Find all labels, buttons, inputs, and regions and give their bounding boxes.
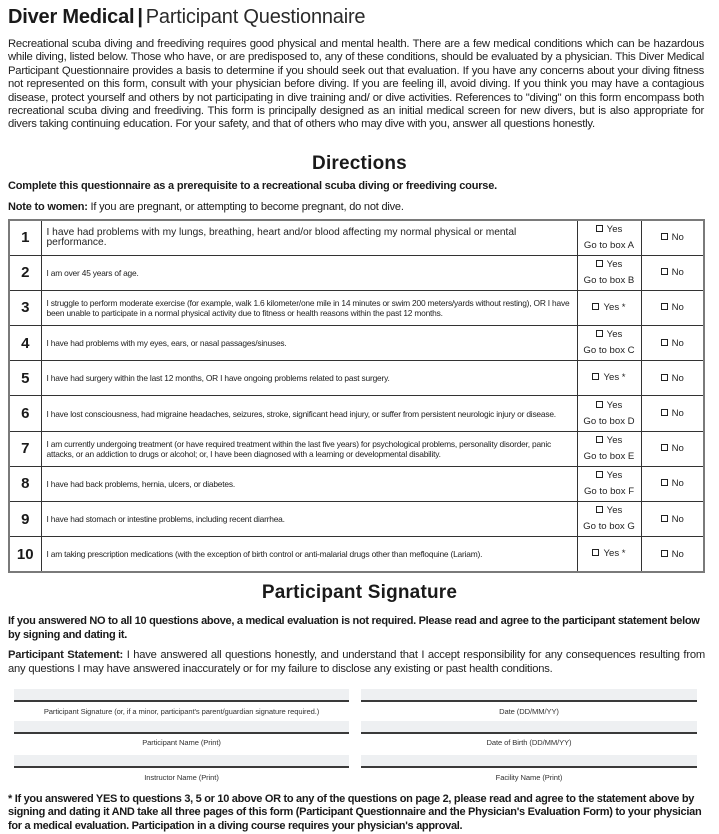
no-checkbox[interactable] — [661, 550, 668, 557]
yes-option[interactable] — [577, 396, 641, 431]
no-label: No — [671, 372, 684, 384]
no-checkbox[interactable] — [661, 303, 668, 310]
yes-option[interactable] — [577, 537, 641, 572]
questionnaire-table — [8, 219, 705, 573]
yes-checkbox[interactable] — [596, 506, 603, 513]
yes-option[interactable] — [577, 502, 641, 537]
signature-lead: If you answered NO to all 10 questions above, a medical evaluation is not required. Please read and agree to the participant statement below by signing and dating it. — [8, 615, 700, 641]
yes-label: Yes — [606, 399, 623, 411]
no-label: No — [671, 478, 684, 490]
facility-name-label: Facility Name (Print) — [495, 773, 563, 782]
page-title — [8, 5, 365, 29]
yes-checkbox[interactable] — [596, 471, 603, 478]
participant-name-label: Participant Name (Print) — [142, 738, 221, 747]
no-option[interactable] — [641, 255, 704, 290]
intro-paragraph: Recreational scuba diving and freediving requires good physical and mental health. There are a few medical conditions which can be hazardous while diving, listed below. Those who have, or are predisposed to, any of these conditions, should be evaluated by a physician. This Diver Medical Participant Questionnaire provides a basis to determine if you should seek out that evaluation. If you have any concerns about your diving fitness not represented on this form, consult with your physician before diving. If you are feeling ill, avoid diving. If you think you may have a contagious disease, protect yourself and others by not participating in dive training and/ or dive activities. References to "diving" on this form encompass both recreational scuba diving and freediving. This form is principally designed as an initial medical screen for new divers, but is also appropriate for divers taking continuing education. For your safety, and that of others who may dive with you, answer all questions honestly. — [8, 38, 704, 131]
question-number: 10 — [9, 537, 41, 572]
participant-statement — [8, 649, 705, 676]
no-option[interactable] — [641, 361, 704, 396]
no-option[interactable] — [641, 326, 704, 361]
date-of-birth-field[interactable] — [361, 721, 697, 734]
statement-label: Participant Statement: — [8, 649, 124, 661]
no-label: No — [671, 267, 684, 279]
question-row — [9, 220, 704, 255]
yes-label: Yes — [606, 258, 623, 270]
no-checkbox[interactable] — [661, 515, 668, 522]
title-separator: | — [137, 6, 143, 28]
question-number: 9 — [9, 502, 41, 537]
question-text: I am currently undergoing treatment (or have required treatment within the last five years) for psychological problems, personality disorder, panic attacks, or an addiction to drugs or alcohol; or, I have been diagnosed with a learning or developmental disability. — [41, 431, 577, 466]
no-option[interactable] — [641, 537, 704, 572]
yes-checkbox[interactable] — [596, 225, 603, 232]
question-row — [9, 431, 704, 466]
go-to-box-note: Go to box F — [583, 485, 635, 497]
date-field[interactable] — [361, 689, 697, 702]
yes-checkbox[interactable] — [592, 373, 599, 380]
note-text: If you are pregnant, or attempting to become pregnant, do not dive. — [87, 201, 404, 213]
question-text: I struggle to perform moderate exercise (for example, walk 1.6 kilometer/one mile in 14 minutes or swim 200 meters/yards without resting), OR I have been unable to participate in a normal physical activity due to fitness or health reasons within the past 12 months. — [41, 290, 577, 325]
question-number: 4 — [9, 326, 41, 361]
question-text: I have had stomach or intestine problems, including recent diarrhea. — [41, 502, 577, 537]
yes-checkbox[interactable] — [592, 303, 599, 310]
question-text: I have had back problems, hernia, ulcers, or diabetes. — [41, 466, 577, 501]
question-row — [9, 290, 704, 325]
go-to-box-note: Go to box G — [583, 521, 635, 533]
no-label: No — [671, 408, 684, 420]
yes-option[interactable] — [577, 220, 641, 255]
question-text: I am over 45 years of age. — [41, 255, 577, 290]
yes-label: Yes * — [603, 301, 626, 313]
participant-signature-label: Participant Signature (or, if a minor, participant's parent/guardian signature required.) — [43, 707, 320, 716]
yes-label: Yes * — [603, 548, 626, 560]
no-checkbox[interactable] — [661, 233, 668, 240]
instructor-name-field[interactable] — [14, 755, 349, 768]
question-text: I have had problems with my lungs, breathing, heart and/or blood affecting my normal physical or mental performance. — [41, 220, 577, 255]
note-to-women — [8, 201, 708, 214]
question-row — [9, 255, 704, 290]
no-checkbox[interactable] — [661, 409, 668, 416]
no-label: No — [671, 548, 684, 560]
no-option[interactable] — [641, 466, 704, 501]
yes-label: Yes — [606, 505, 623, 517]
no-label: No — [671, 302, 684, 314]
title-bold: Diver Medical — [8, 6, 135, 28]
question-row — [9, 326, 704, 361]
instructor-name-label: Instructor Name (Print) — [144, 773, 219, 782]
go-to-box-note: Go to box B — [583, 274, 635, 286]
yes-checkbox[interactable] — [596, 401, 603, 408]
footnote: * If you answered YES to questions 3, 5 or 10 above OR to any of the questions on page 2, please read and agree to the statement above by signing and dating it AND take all three pages of this form (Participant Questionnaire and the Physician's Evaluation Form) to your physician for a medical evaluation. Participation in a diving course requires your physician's approval. — [8, 793, 702, 832]
yes-checkbox[interactable] — [596, 260, 603, 267]
yes-option[interactable] — [577, 326, 641, 361]
question-number: 2 — [9, 255, 41, 290]
directions-heading: Directions — [312, 153, 407, 174]
yes-checkbox[interactable] — [596, 436, 603, 443]
no-label: No — [671, 443, 684, 455]
question-number: 8 — [9, 466, 41, 501]
no-option[interactable] — [641, 220, 704, 255]
yes-option[interactable] — [577, 431, 641, 466]
yes-option[interactable] — [577, 361, 641, 396]
note-label: Note to women: — [8, 201, 88, 213]
question-row — [9, 537, 704, 572]
go-to-box-note: Go to box C — [583, 345, 635, 357]
yes-option[interactable] — [577, 255, 641, 290]
statement-text: I have answered all questions honestly, and understand that I accept responsibility for any consequences resulting from any questions I may have answered inaccurately or for my failure to disclose any existing or past health conditions. — [8, 649, 705, 675]
question-number: 7 — [9, 431, 41, 466]
no-checkbox[interactable] — [661, 268, 668, 275]
no-checkbox[interactable] — [661, 374, 668, 381]
question-row — [9, 396, 704, 431]
no-checkbox[interactable] — [661, 479, 668, 486]
no-option[interactable] — [641, 290, 704, 325]
question-text: I am taking prescription medications (with the exception of birth control or anti-malarial drugs other than mefloquine (Lariam). — [41, 537, 577, 572]
directions-instruction: Complete this questionnaire as a prerequisite to a recreational scuba diving or freediving course. — [8, 180, 497, 192]
facility-name-field[interactable] — [361, 755, 697, 768]
signature-heading: Participant Signature — [261, 582, 458, 603]
question-text: I have had problems with my eyes, ears, or nasal passages/sinuses. — [41, 326, 577, 361]
no-checkbox[interactable] — [661, 444, 668, 451]
yes-checkbox[interactable] — [596, 330, 603, 337]
yes-option[interactable] — [577, 290, 641, 325]
date-of-birth-label: Date of Birth (DD/MM/YY) — [486, 738, 572, 747]
go-to-box-note: Go to box D — [583, 415, 635, 427]
no-option[interactable] — [641, 396, 704, 431]
yes-label: Yes — [606, 223, 623, 235]
no-option[interactable] — [641, 431, 704, 466]
question-number: 1 — [9, 220, 41, 255]
yes-label: Yes — [606, 469, 623, 481]
question-row — [9, 466, 704, 501]
participant-name-field[interactable] — [14, 721, 349, 734]
question-row — [9, 361, 704, 396]
date-label: Date (DD/MM/YY) — [499, 707, 559, 716]
question-text: I have had surgery within the last 12 months, OR I have ongoing problems related to past surgery. — [41, 361, 577, 396]
go-to-box-note: Go to box E — [583, 450, 635, 462]
question-number: 5 — [9, 361, 41, 396]
no-checkbox[interactable] — [661, 339, 668, 346]
go-to-box-note: Go to box A — [583, 239, 635, 251]
yes-label: Yes — [606, 434, 623, 446]
no-label: No — [671, 513, 684, 525]
question-text: I have lost consciousness, had migraine headaches, seizures, stroke, significant head injury, or suffer from persistent neurologic injury or disease. — [41, 396, 577, 431]
yes-checkbox[interactable] — [592, 549, 599, 556]
question-row — [9, 502, 704, 537]
no-label: No — [671, 337, 684, 349]
yes-label: Yes — [606, 329, 623, 341]
question-number: 6 — [9, 396, 41, 431]
no-label: No — [671, 232, 684, 244]
no-option[interactable] — [641, 502, 704, 537]
yes-option[interactable] — [577, 466, 641, 501]
yes-label: Yes * — [603, 372, 626, 384]
question-number: 3 — [9, 290, 41, 325]
participant-signature-field[interactable] — [14, 689, 349, 702]
title-subtitle: Participant Questionnaire — [145, 6, 366, 28]
